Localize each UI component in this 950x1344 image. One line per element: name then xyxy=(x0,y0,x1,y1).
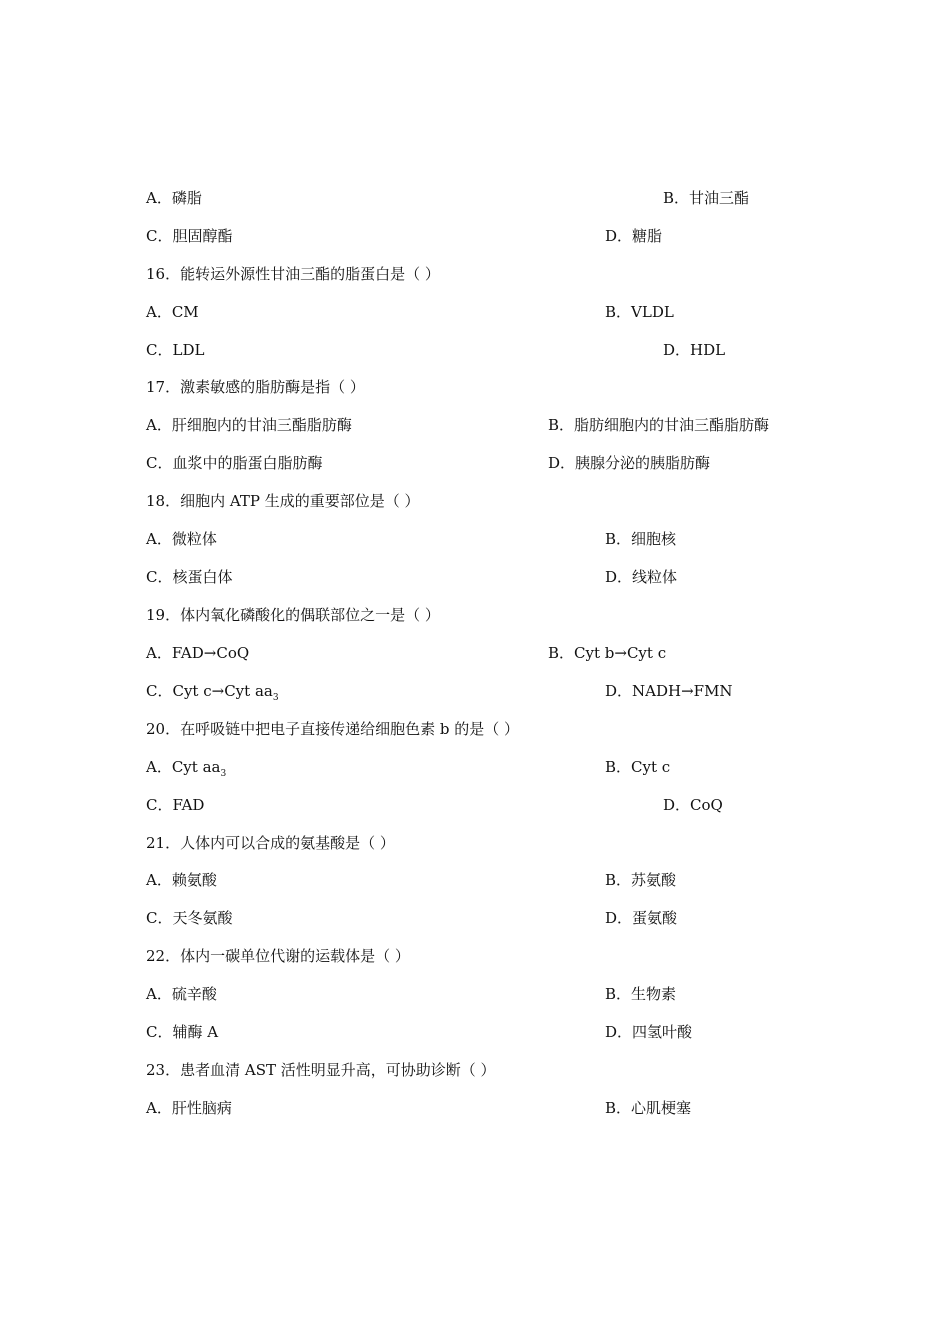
option-row xyxy=(0,1097,950,1119)
option-row xyxy=(0,528,950,550)
option-c: C．天冬氨酸 xyxy=(146,909,233,927)
option-d: D．胰腺分泌的胰脂肪酶 xyxy=(548,454,711,472)
option-b: B．甘油三酯 xyxy=(663,189,750,207)
option-row xyxy=(0,339,950,361)
option-c: C．胆固醇酯 xyxy=(146,227,233,245)
question-text: 23．患者血清 AST 活性明显升高，可协助诊断（ ） xyxy=(146,1061,496,1079)
question-20 xyxy=(0,718,950,740)
option-b: B．生物素 xyxy=(605,985,677,1003)
question-text: 21．人体内可以合成的氨基酸是（ ） xyxy=(146,834,395,852)
option-row xyxy=(0,301,950,323)
option-a: A．CM xyxy=(146,303,199,321)
question-text: 16．能转运外源性甘油三酯的脂蛋白是（ ） xyxy=(146,265,440,283)
subscript: 3 xyxy=(220,769,227,779)
option-b: B．苏氨酸 xyxy=(605,871,677,889)
option-c: C．血浆中的脂蛋白脂肪酶 xyxy=(146,454,323,472)
option-a: A．微粒体 xyxy=(146,530,217,548)
option-row xyxy=(0,414,950,436)
option-row xyxy=(0,794,950,816)
option-row xyxy=(0,869,950,891)
question-18 xyxy=(0,490,950,512)
option-a: A．肝细胞内的甘油三酯脂肪酶 xyxy=(146,416,352,434)
question-17 xyxy=(0,376,950,398)
option-a xyxy=(146,756,226,778)
question-22 xyxy=(0,945,950,967)
option-b: B．脂肪细胞内的甘油三酯脂肪酶 xyxy=(548,416,770,434)
subscript: 3 xyxy=(272,693,279,703)
option-a: A．肝性脑病 xyxy=(146,1099,232,1117)
option-d: D．蛋氨酸 xyxy=(605,909,678,927)
option-row xyxy=(0,187,950,209)
option-c: C．辅酶 A xyxy=(146,1023,219,1041)
question-text: 17．激素敏感的脂肪酶是指（ ） xyxy=(146,378,365,396)
option-b: B．Cyt b→Cyt c xyxy=(548,644,667,662)
question-text: 20．在呼吸链中把电子直接传递给细胞色素 b 的是（ ） xyxy=(146,720,519,738)
question-21 xyxy=(0,832,950,854)
option-c-main: C．Cyt c→Cyt aa xyxy=(146,682,273,700)
option-b: B．Cyt c xyxy=(605,758,671,776)
question-text: 22．体内一碳单位代谢的运载体是（ ） xyxy=(146,947,410,965)
option-row xyxy=(0,566,950,588)
option-b: B．VLDL xyxy=(605,303,674,321)
question-text: 19．体内氧化磷酸化的偶联部位之一是（ ） xyxy=(146,606,440,624)
option-row xyxy=(0,680,950,702)
option-d: D．HDL xyxy=(663,341,726,359)
option-a: A．磷脂 xyxy=(146,189,202,207)
option-a: A．硫辛酸 xyxy=(146,985,217,1003)
option-row xyxy=(0,642,950,664)
option-row xyxy=(0,756,950,778)
option-a: A．赖氨酸 xyxy=(146,871,217,889)
option-c: C．核蛋白体 xyxy=(146,568,233,586)
option-row xyxy=(0,1021,950,1043)
option-c: C．LDL xyxy=(146,341,205,359)
question-19 xyxy=(0,604,950,626)
option-c: C．FAD xyxy=(146,796,205,814)
option-d: D．糖脂 xyxy=(605,227,663,245)
question-text: 18．细胞内 ATP 生成的重要部位是（ ） xyxy=(146,492,420,510)
option-d: D．四氢叶酸 xyxy=(605,1023,693,1041)
option-c xyxy=(146,680,279,702)
option-row xyxy=(0,225,950,247)
option-row xyxy=(0,907,950,929)
option-d: D．CoQ xyxy=(663,796,723,814)
question-16 xyxy=(0,263,950,285)
option-d: D．线粒体 xyxy=(605,568,678,586)
option-row xyxy=(0,983,950,1005)
option-b: B．细胞核 xyxy=(605,530,677,548)
option-b: B．心肌梗塞 xyxy=(605,1099,692,1117)
option-d: D．NADH→FMN xyxy=(605,682,733,700)
option-a-main: A．Cyt aa xyxy=(146,758,221,776)
option-row xyxy=(0,452,950,474)
option-a: A．FAD→CoQ xyxy=(146,644,250,662)
question-23 xyxy=(0,1059,950,1081)
